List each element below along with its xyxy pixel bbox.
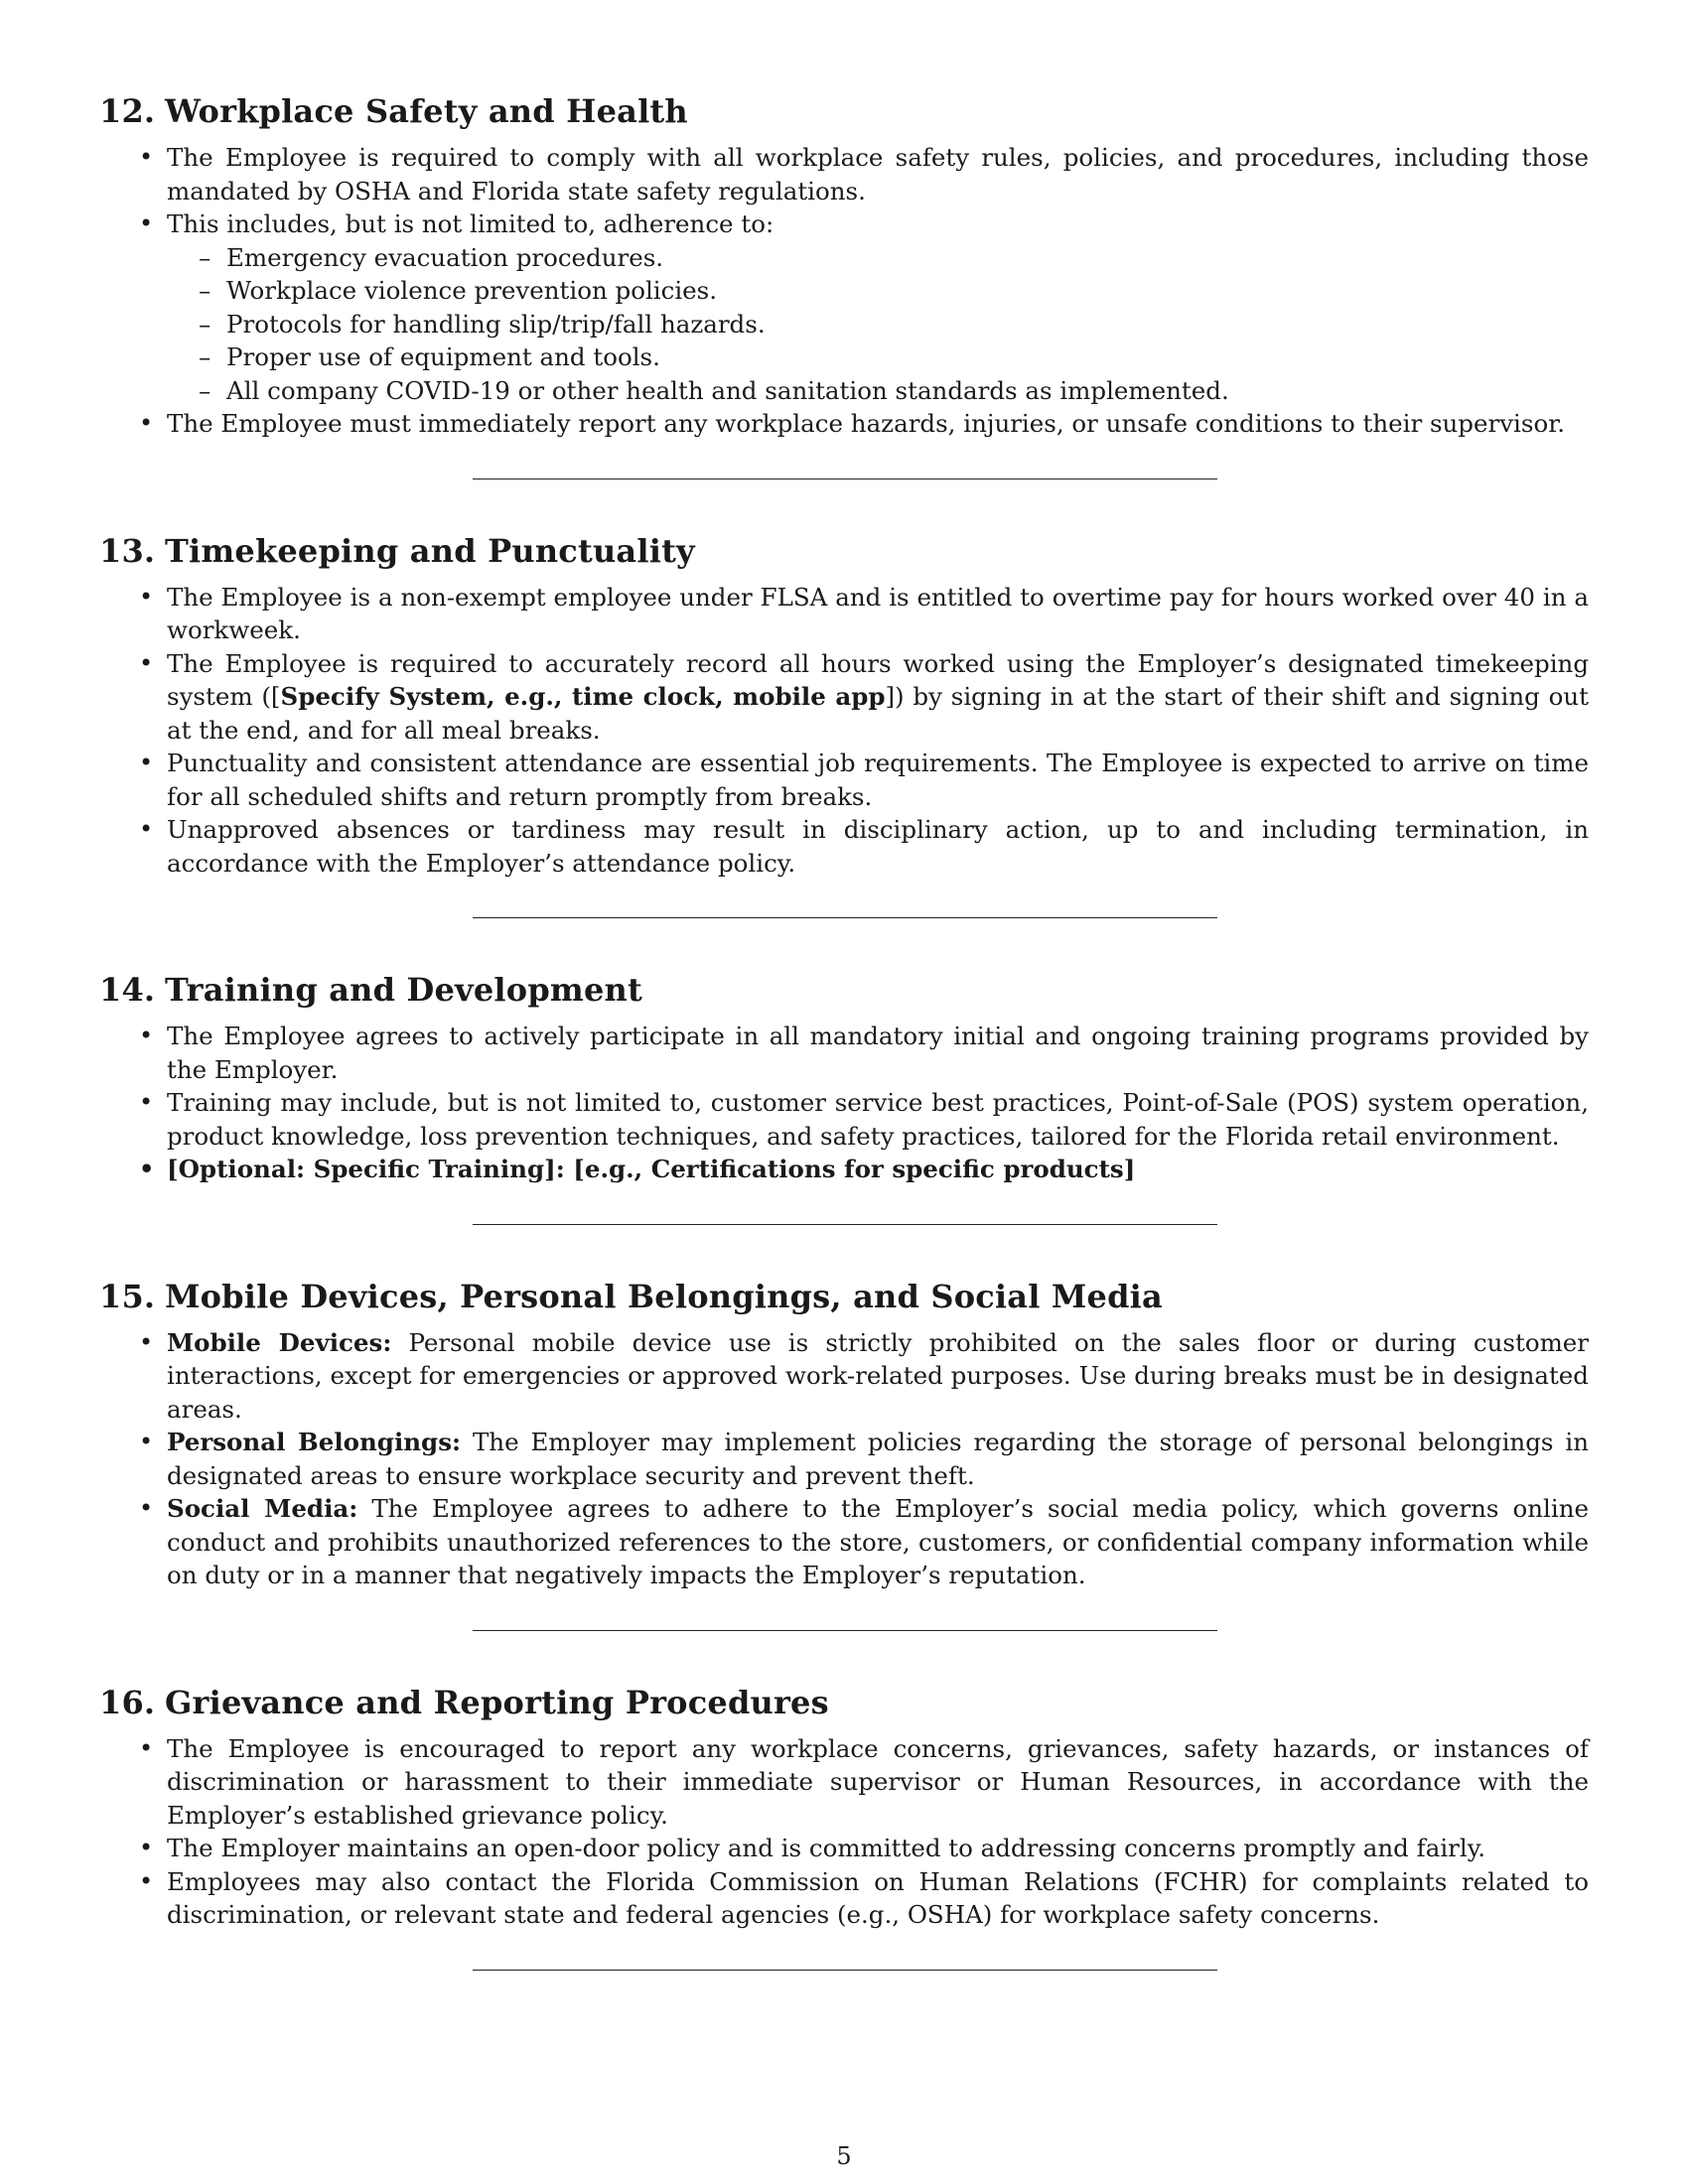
section-number: 15.	[99, 1277, 156, 1315]
list-item: • The Employee must immediately report any workplace hazards, injuries, or unsafe conditions to their supervisor.	[167, 407, 1589, 441]
section-12	[99, 91, 1589, 441]
section-title: Training and Development	[165, 971, 642, 1009]
bullet-list	[99, 1732, 1589, 1932]
list-item: • The Employee is encouraged to report any workplace concerns, grievances, safety hazards, or instances of discrimination or harassment to their immediate supervisor or Human Resources, in accordance with the Employer’s established grievance policy.	[167, 1732, 1589, 1833]
bullet-list	[99, 141, 1589, 441]
list-item: • The Employee agrees to actively participate in all mandatory initial and ongoing training programs provided by the Employer.	[167, 1020, 1589, 1086]
bracket: ]	[1123, 1155, 1136, 1183]
section-title: Mobile Devices, Personal Belongings, and Social Media	[165, 1277, 1163, 1315]
list-item-text: The Employee agrees to adhere to the Employer’s social media policy, which governs online conduct and prohibits unauthorized references to the store, customers, or confidential company information while on duty or in a manner that negatively impacts the Employer’s reputation.	[167, 1494, 1589, 1589]
section-heading	[99, 1683, 1589, 1722]
placeholder-text: Optional: Specific Training	[178, 1155, 545, 1183]
list-item-text: The Employee is required to accurately record all hours worked using the Employer’s designated timekeeping system ([	[167, 648, 1589, 711]
sub-list-item: – Protocols for handling slip/trip/fall hazards.	[226, 308, 1589, 341]
list-item	[167, 1153, 1589, 1186]
section-number: 12.	[99, 92, 156, 130]
list-item: • Employees may also contact the Florida Commission on Human Relations (FCHR) for complaints related to discrimination, or relevant state and federal agencies (e.g., OSHA) for workplace safety concerns.	[167, 1865, 1589, 1932]
section-heading	[99, 1277, 1589, 1316]
list-item: • The Employee is required to comply with all workplace safety rules, policies, and procedures, including those mandated by OSHA and Florida state safety regulations.	[167, 141, 1589, 207]
section-title: Timekeeping and Punctuality	[165, 531, 695, 570]
section-13	[99, 531, 1589, 881]
section-16	[99, 1683, 1589, 1932]
page-number: 5	[836, 2142, 852, 2170]
section-title: Workplace Safety and Health	[165, 92, 688, 130]
list-item: • Unapproved absences or tardiness may result in disciplinary action, up to and including termination, in accordance with the Employer’s attendance policy.	[167, 813, 1589, 880]
sub-list-item: – All company COVID-19 or other health and sanitation standards as implemented.	[226, 374, 1589, 408]
list-item	[167, 1326, 1589, 1427]
list-item: • Punctuality and consistent attendance are essential job requirements. The Employee is expected to arrive on time for all scheduled shifts and return promptly from breaks.	[167, 747, 1589, 813]
section-divider	[473, 1224, 1217, 1225]
section-title: Grievance and Reporting Procedures	[165, 1683, 829, 1721]
sub-list-item: – Proper use of equipment and tools.	[226, 341, 1589, 374]
list-item	[167, 1492, 1589, 1592]
section-heading	[99, 91, 1589, 131]
sub-list	[167, 241, 1589, 408]
section-heading	[99, 531, 1589, 571]
section-divider	[473, 478, 1217, 479]
list-item: • Training may include, but is not limited to, customer service best practices, Point-of-Sale (POS) system operation, product knowledge, loss prevention techniques, and safety practices, tailored for the Florida retail environment.	[167, 1086, 1589, 1153]
section-15	[99, 1277, 1589, 1592]
section-divider	[473, 1970, 1217, 1971]
list-item-text: This includes, but is not limited to, adherence to:	[167, 209, 774, 238]
item-label: Social Media:	[167, 1494, 358, 1523]
bullet-list	[99, 1326, 1589, 1592]
bracket: [	[167, 1155, 179, 1183]
list-item: • The Employer maintains an open-door policy and is committed to addressing concerns promptly and fairly.	[167, 1832, 1589, 1865]
bracket: ]: [	[544, 1155, 585, 1183]
section-14	[99, 970, 1589, 1186]
sub-list-item: – Workplace violence prevention policies.	[226, 274, 1589, 308]
placeholder-text: e.g., Certifications for specific products	[584, 1155, 1124, 1183]
bullet-list	[99, 581, 1589, 881]
item-label: Personal Belongings:	[167, 1428, 462, 1456]
bullet-list	[99, 1020, 1589, 1186]
section-number: 13.	[99, 531, 156, 570]
section-divider	[473, 1630, 1217, 1631]
placeholder-text: Specify System, e.g., time clock, mobile app	[280, 682, 886, 711]
sub-list-item: – Emergency evacuation procedures.	[226, 241, 1589, 275]
section-heading	[99, 970, 1589, 1010]
list-item-text: ]) by signing in at the start of their shift and signing out at the end, and for all meal breaks.	[167, 682, 1590, 745]
section-number: 14.	[99, 971, 156, 1009]
section-divider	[473, 917, 1217, 918]
list-item	[167, 1426, 1589, 1492]
list-item-text: The Employer may implement policies regarding the storage of personal belongings in designated areas to ensure workplace security and prevent theft.	[167, 1428, 1589, 1490]
item-label: Mobile Devices:	[167, 1327, 392, 1357]
page-content	[99, 91, 1589, 2022]
list-item	[167, 207, 1589, 407]
list-item: • The Employee is a non-exempt employee under FLSA and is entitled to overtime pay for hours worked over 40 in a workweek.	[167, 581, 1589, 647]
list-item	[167, 647, 1589, 748]
section-number: 16.	[99, 1683, 156, 1721]
list-item-text: Personal mobile device use is strictly prohibited on the sales floor or during customer interactions, except for emergencies or approved work-related purposes. Use during breaks must be in designated areas.	[167, 1327, 1590, 1424]
